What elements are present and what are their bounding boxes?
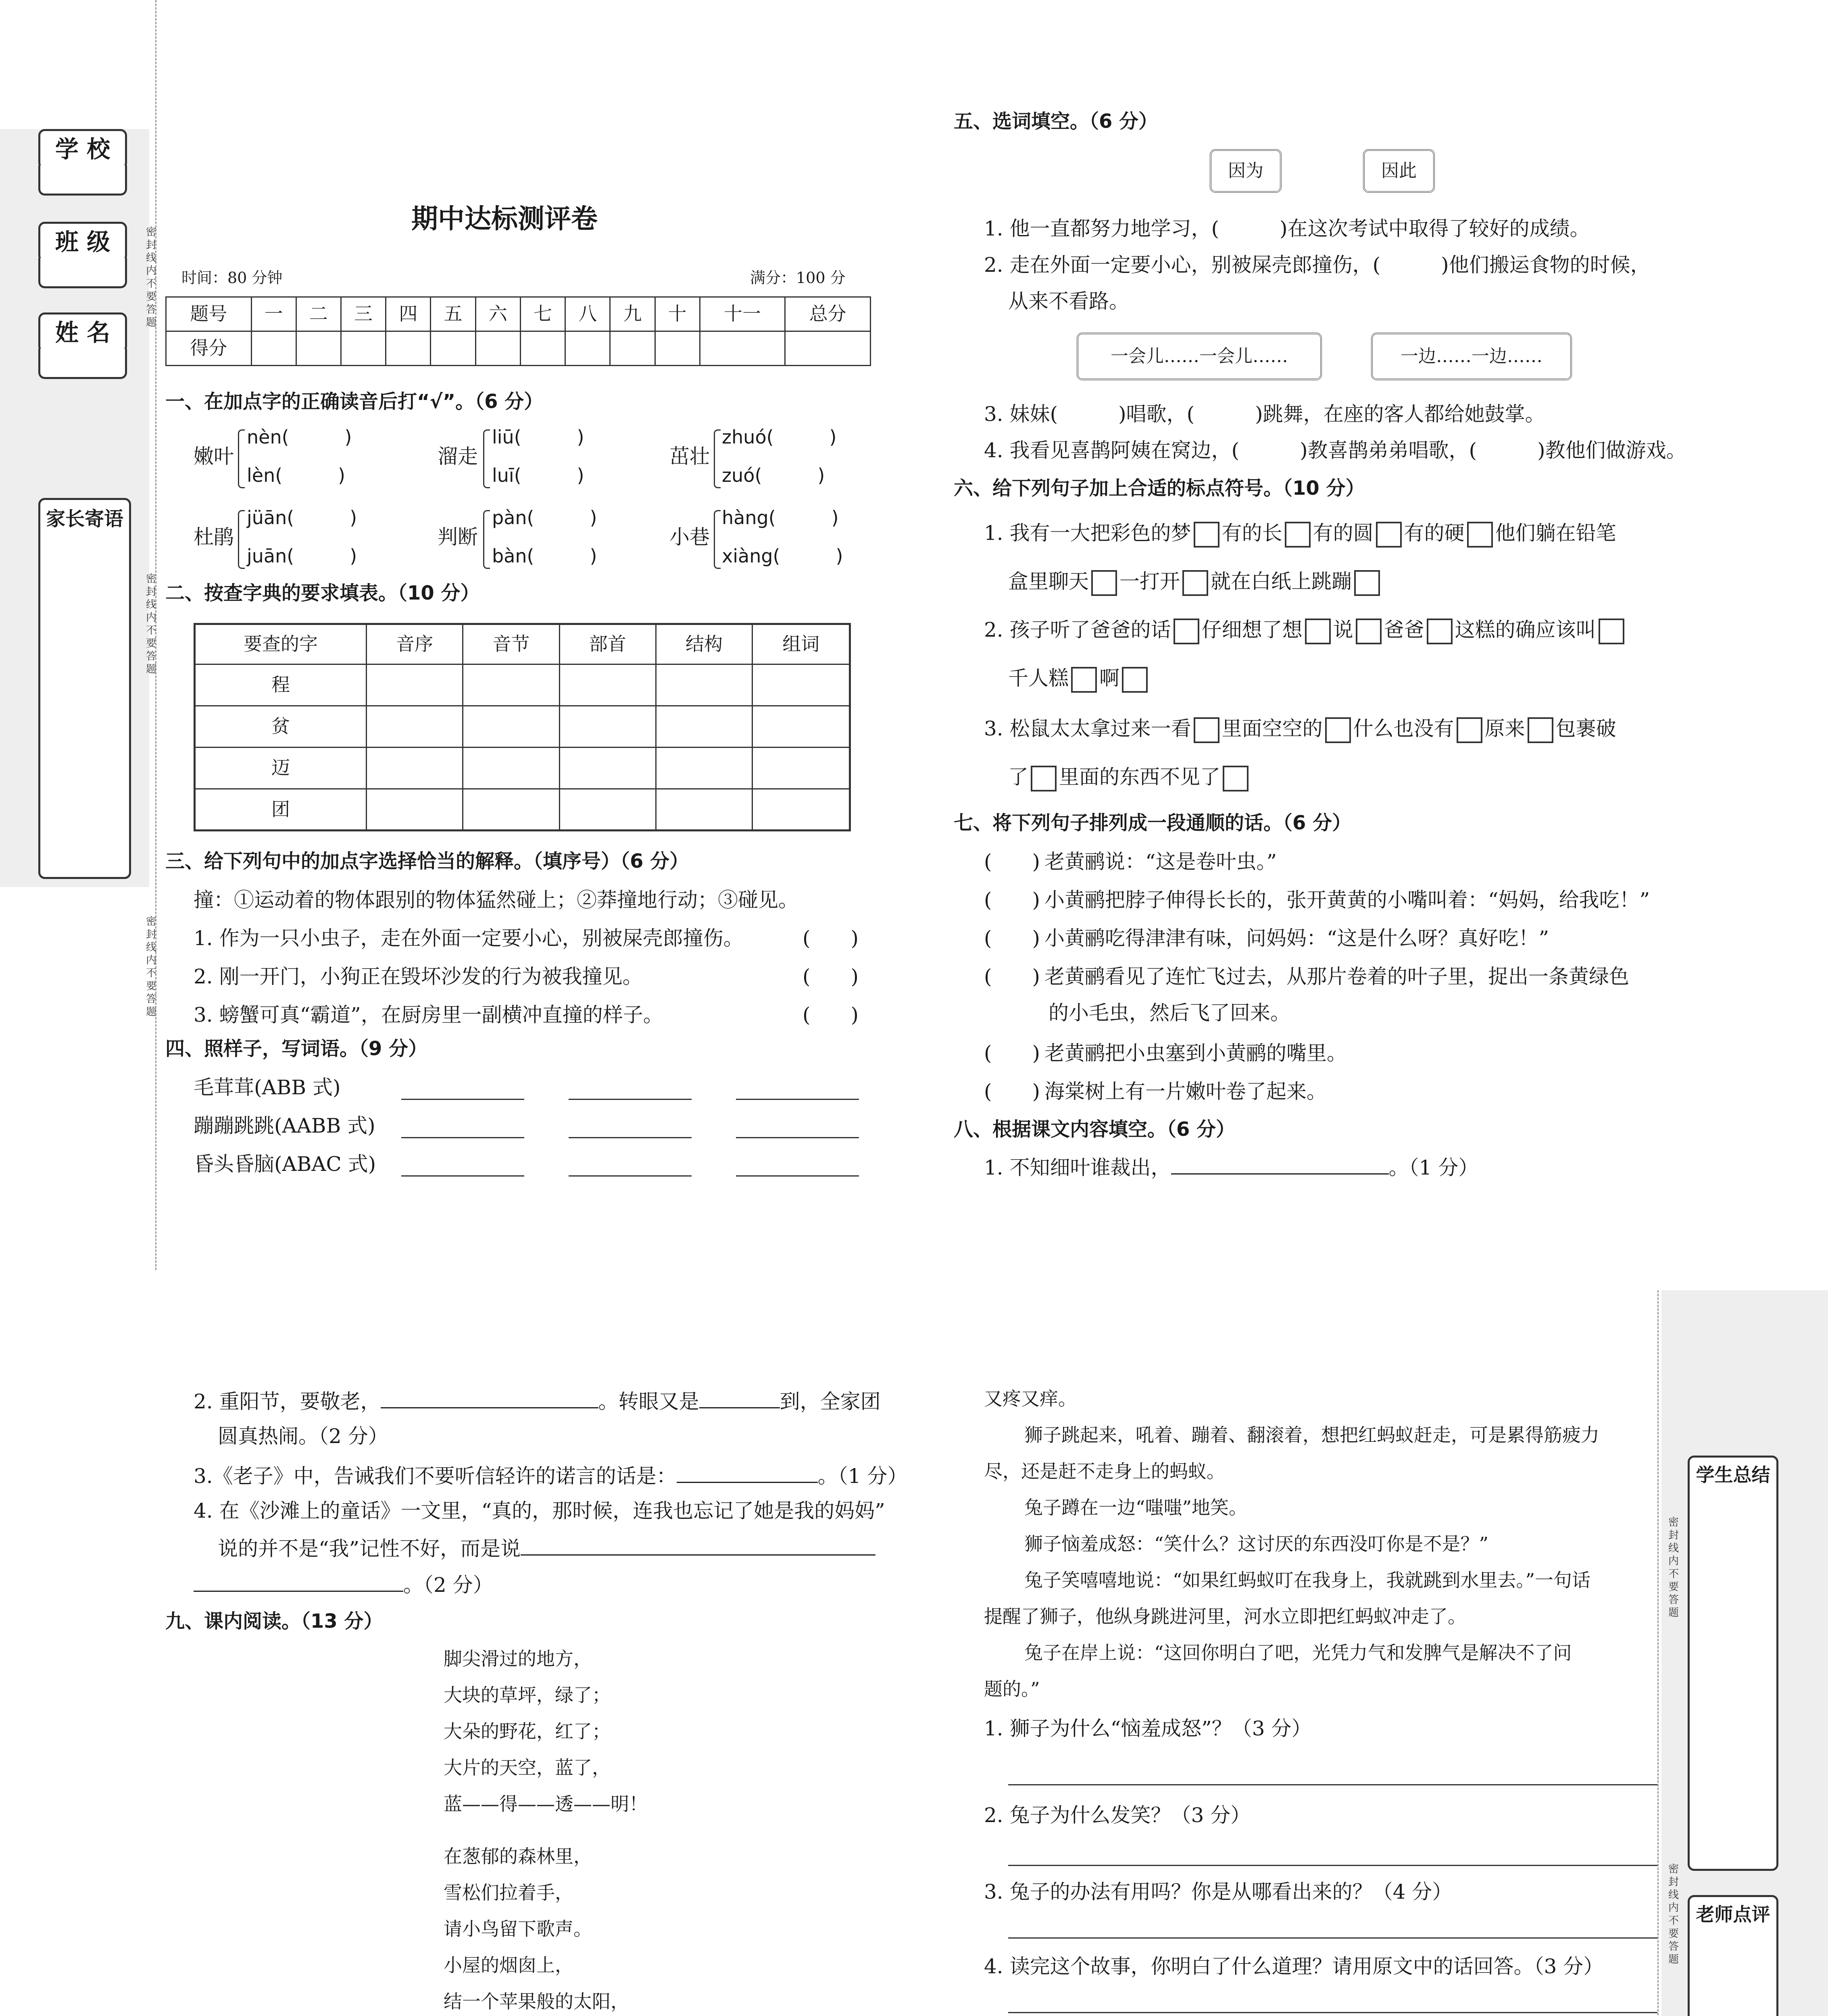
story-paragraph: 又疼又痒。	[984, 1388, 1077, 1410]
question-text: 2. 刚一开门，小狗正在毁坏沙发的行为被我撞见。	[194, 965, 643, 988]
word-pattern: 蹦蹦跳跳(AABB 式)	[194, 1114, 375, 1137]
section-1-heading: 一、在加点字的正确读音后打“√”。（6 分）	[165, 390, 544, 413]
score-head: 八	[565, 297, 610, 331]
order-item: 老黄鹂看见了连忙飞过去，从那片卷着的叶子里，捉出一条黄绿色	[1044, 965, 1629, 988]
answer-blank[interactable]	[381, 1387, 598, 1408]
answer-paren[interactable]: ( )	[802, 1003, 859, 1027]
fill-question: 说的并不是“我”记性不好，而是说	[218, 1534, 875, 1562]
punct-box[interactable]	[1305, 619, 1331, 644]
seal-text: 密 封 线 内 不 要 答 题	[1668, 1863, 1679, 1966]
story-paragraph: 狮子恼羞成怒：“笑什么？这讨厌的东西没叮你是不是？”	[1024, 1533, 1489, 1555]
story-paragraph: 狮子跳起来，吼着、蹦着、翻滚着，想把红蚂蚁赶走，可是累得筋疲力	[1024, 1424, 1599, 1446]
teacher-comment-box[interactable]	[1688, 1895, 1778, 2016]
answer-line[interactable]	[736, 1099, 859, 1100]
punct-box[interactable]	[1223, 766, 1249, 791]
word-pattern: 毛茸茸(ABB 式)	[194, 1076, 341, 1099]
parent-message-label: 家长寄语	[46, 508, 123, 530]
question-text: 2. 走在外面一定要小心，别被屎壳郎撞伤，( )他们搬运食物的时候，	[984, 253, 1651, 277]
poem-line: 大片的天空，蓝了，	[444, 1757, 611, 1779]
teacher-comment-label: 老师点评	[1696, 1904, 1770, 1925]
punct-box[interactable]	[1122, 667, 1148, 693]
punct-box[interactable]	[1599, 619, 1624, 644]
punct-box[interactable]	[1325, 717, 1351, 743]
pinyin-word: 杜鹃	[194, 525, 234, 549]
answer-blank[interactable]	[699, 1387, 780, 1408]
dict-cell[interactable]	[656, 748, 752, 789]
punct-line: 3. 松鼠太太拿过来一看 里面空空的 什么也没有 原来 包裹破	[984, 716, 1616, 743]
word-option: 一边……一边……	[1371, 333, 1572, 380]
name-label: 姓 名	[38, 312, 127, 353]
punct-line: 千人糕 啊	[1008, 665, 1150, 693]
poem-line: 大块的草坪，绿了；	[444, 1684, 611, 1706]
score-head: 四	[386, 297, 431, 331]
fill-question: 3.《老子》中，告诫我们不要听信轻许的诺言的话是： 。（1 分）	[194, 1462, 907, 1489]
dict-char: 团	[195, 789, 367, 831]
word-option: 因此	[1363, 149, 1435, 193]
punct-line: 1. 我有一大把彩色的梦 有的长 有的圆 有的硬 他们躺在铅笔	[984, 520, 1616, 548]
section-4-heading: 四、照样子，写词语。（9 分）	[165, 1037, 428, 1060]
punct-box[interactable]	[1354, 570, 1380, 596]
word-option: 一会儿……一会儿……	[1077, 333, 1322, 380]
dict-cell[interactable]	[752, 664, 850, 706]
answer-blank[interactable]	[1171, 1153, 1389, 1175]
pinyin-option[interactable]: zuó( )	[722, 464, 825, 486]
punct-box[interactable]	[1467, 522, 1493, 548]
seal-text: 密 封 线 内 不 要 答 题	[146, 226, 156, 329]
answer-blank[interactable]	[194, 1570, 403, 1592]
brace	[483, 510, 490, 569]
pinyin-option[interactable]: hàng( )	[722, 507, 839, 529]
question-text: 1. 作为一只小虫子，走在外面一定要小心，别被屎壳郎撞伤。	[194, 927, 744, 950]
word-pattern: 昏头昏脑(ABAC 式)	[194, 1152, 376, 1176]
question-text: 2. 兔子为什么发笑？（3 分）	[984, 1804, 1251, 1827]
section-8-heading: 八、根据课文内容填空。（6 分）	[954, 1118, 1236, 1141]
school-label: 学 校	[38, 129, 127, 169]
section-5-heading: 五、选词填空。（6 分）	[954, 110, 1158, 133]
full-score: 满分：100 分	[750, 269, 846, 287]
score-cell[interactable]	[785, 331, 871, 366]
score-row-label: 得分	[166, 331, 252, 366]
answer-line[interactable]	[1008, 1865, 1657, 1866]
punct-line: 2. 孩子听了爸爸的话 仔细想了想 说 爸爸 这糕的确应该叫	[984, 617, 1627, 644]
brace	[238, 510, 245, 569]
fill-question: 4. 在《沙滩上的童话》一文里，“真的，那时候，连我也忘记了她是我的妈妈”	[194, 1499, 885, 1522]
score-head: 九	[610, 297, 655, 331]
score-head: 总分	[785, 297, 871, 331]
pinyin-option[interactable]: zhuó( )	[722, 426, 837, 448]
question-text: 3. 螃蟹可真“霸道”，在厨房里一副横冲直撞的样子。	[194, 1003, 663, 1027]
poem-line: 大朵的野花，红了；	[444, 1720, 611, 1742]
pinyin-option[interactable]: lèn( )	[247, 464, 346, 486]
class-label: 班 级	[38, 222, 127, 262]
dict-cell[interactable]	[752, 789, 850, 831]
punct-box[interactable]	[1285, 522, 1311, 548]
parent-message-box[interactable]	[38, 498, 131, 879]
binding-line	[155, 0, 156, 1270]
pinyin-option[interactable]: pàn( )	[492, 507, 597, 529]
score-cell[interactable]	[610, 331, 655, 366]
order-paren[interactable]: ( )	[984, 850, 1040, 873]
dictionary-table	[194, 623, 851, 831]
dict-char: 贫	[195, 706, 367, 748]
score-cell[interactable]	[386, 331, 431, 366]
dict-cell[interactable]	[559, 789, 656, 831]
definition: 撞：①运动着的物体跟别的物体猛然碰上；②莽撞地行动；③碰见。	[194, 888, 798, 912]
answer-paren[interactable]: ( )	[802, 927, 859, 950]
class-field[interactable]	[38, 258, 127, 288]
score-head: 题号	[166, 297, 252, 331]
story-paragraph: 提醒了狮子，他纵身跳进河里，河水立即把红蚂蚁冲走了。	[984, 1606, 1466, 1627]
dict-head: 音节	[463, 624, 559, 664]
score-cell[interactable]	[520, 331, 565, 366]
score-cell[interactable]	[296, 331, 341, 366]
dict-cell[interactable]	[656, 789, 752, 831]
punct-box[interactable]	[1457, 717, 1482, 743]
dict-cell[interactable]	[367, 706, 463, 748]
story-paragraph: 兔子蹲在一边“嗤嗤”地笑。	[1024, 1497, 1248, 1518]
order-item: 老黄鹂说：“这是卷叶虫。”	[1044, 850, 1277, 873]
section-9-heading: 九、课内阅读。（13 分）	[165, 1610, 383, 1633]
word-option: 因为	[1210, 149, 1282, 193]
fill-question: 。（2 分）	[194, 1570, 493, 1598]
score-cell[interactable]	[431, 331, 475, 366]
pinyin-option[interactable]: luī( )	[492, 464, 584, 486]
story-paragraph: 兔子笑嘻嘻地说：“如果红蚂蚁叮在我身上，我就跳到水里去。”一句话	[1024, 1569, 1591, 1591]
fill-question: 2. 重阳节，要敬老， 。转眼又是 到，全家团	[194, 1387, 881, 1415]
question-text: 4. 读完这个故事，你明白了什么道理？请用原文中的话回答。（3 分）	[984, 1955, 1604, 1978]
poem-line: 蓝——得——透——明！	[444, 1793, 648, 1815]
order-item-cont: 的小毛虫，然后飞了回来。	[1048, 1001, 1290, 1025]
dict-char: 迈	[195, 748, 367, 789]
answer-line[interactable]	[1008, 1937, 1657, 1939]
dict-cell[interactable]	[367, 748, 463, 789]
poem-line: 脚尖滑过的地方，	[444, 1648, 592, 1670]
order-paren[interactable]: ( )	[984, 1080, 1040, 1103]
punct-box[interactable]	[1182, 570, 1208, 596]
dict-cell[interactable]	[463, 664, 559, 706]
punct-box[interactable]	[1194, 717, 1219, 743]
pinyin-option[interactable]: xiàng( )	[722, 545, 843, 567]
score-head: 一	[251, 297, 296, 331]
score-cell[interactable]	[341, 331, 386, 366]
poem-line: 结一个苹果般的太阳，	[444, 1991, 629, 2012]
pinyin-option[interactable]: juān( )	[247, 545, 357, 567]
dict-cell[interactable]	[752, 706, 850, 748]
story-paragraph: 尽，还是赶不走身上的蚂蚁。	[984, 1460, 1225, 1482]
dict-head: 音序	[367, 624, 463, 664]
order-item: 小黄鹂把脖子伸得长长的，张开黄黄的小嘴叫着：“妈妈，给我吃！”	[1044, 888, 1650, 912]
binding-line	[1657, 1290, 1659, 2016]
dict-cell[interactable]	[463, 706, 559, 748]
score-head: 二	[296, 297, 341, 331]
dict-cell[interactable]	[656, 664, 752, 706]
dict-head: 结构	[656, 624, 752, 664]
punct-box[interactable]	[1071, 667, 1097, 693]
section-3-heading: 三、给下列句中的加点字选择恰当的解释。（填序号）（6 分）	[165, 850, 689, 873]
punct-box[interactable]	[1376, 522, 1402, 548]
question-text: 从来不看路。	[1008, 289, 1129, 313]
answer-line[interactable]	[401, 1175, 524, 1177]
order-paren[interactable]: ( )	[984, 888, 1040, 912]
punct-box[interactable]	[1427, 619, 1453, 644]
order-item: 小黄鹂吃得津津有味，问妈妈：“这是什么呀？真好吃！”	[1044, 927, 1549, 950]
punct-box[interactable]	[1174, 619, 1199, 644]
pinyin-word: 溜走	[438, 445, 478, 468]
fill-question: 1. 不知细叶谁裁出， 。（1 分）	[984, 1153, 1478, 1181]
page-title: 期中达标测评卷	[411, 203, 598, 234]
section-6-heading: 六、给下列句子加上合适的标点符号。（10 分）	[954, 477, 1365, 500]
dict-head: 组词	[752, 624, 850, 664]
punct-line: 了 里面的东西不见了	[1008, 764, 1251, 791]
dict-head: 要查的字	[195, 624, 367, 664]
answer-line[interactable]	[736, 1137, 859, 1138]
punct-box[interactable]	[1091, 570, 1117, 596]
school-field[interactable]	[38, 165, 127, 196]
pinyin-option[interactable]: liū( )	[492, 426, 584, 448]
order-paren[interactable]: ( )	[984, 927, 1040, 950]
question-text: 1. 狮子为什么“恼羞成怒”？（3 分）	[984, 1717, 1312, 1740]
dict-cell[interactable]	[559, 706, 656, 748]
poem-line: 请小鸟留下歌声。	[444, 1918, 592, 1940]
section-7-heading: 七、将下列句子排列成一段通顺的话。（6 分）	[954, 812, 1352, 834]
seal-text: 密 封 线 内 不 要 答 题	[146, 573, 156, 675]
score-cell[interactable]	[655, 331, 700, 366]
dict-cell[interactable]	[367, 664, 463, 706]
score-head: 五	[431, 297, 475, 331]
answer-blank[interactable]	[521, 1534, 875, 1556]
pinyin-word: 判断	[438, 525, 478, 549]
question-text: 4. 我看见喜鹊阿姨在窝边，( )教喜鹊弟弟唱歌，( )教他们做游戏。	[984, 439, 1686, 462]
score-cell[interactable]	[475, 331, 520, 366]
student-summary-box[interactable]	[1688, 1456, 1778, 1871]
brace	[238, 429, 245, 488]
score-head: 十	[655, 297, 700, 331]
pinyin-option[interactable]: bàn( )	[492, 545, 597, 567]
pinyin-word: 嫩叶	[194, 445, 234, 468]
story-paragraph: 兔子在岸上说：“这回你明白了吧，光凭力气和发脾气是解决不了问	[1024, 1642, 1572, 1664]
brace	[483, 429, 490, 488]
story-paragraph: 题的。”	[984, 1678, 1040, 1700]
question-text: 3. 兔子的办法有用吗？你是从哪看出来的？（4 分）	[984, 1880, 1453, 1904]
poem-line: 小屋的烟囱上，	[444, 1954, 573, 1976]
dict-cell[interactable]	[463, 789, 559, 831]
punct-box[interactable]	[1031, 766, 1057, 791]
score-cell[interactable]	[565, 331, 610, 366]
score-head: 七	[520, 297, 565, 331]
pinyin-option[interactable]: nèn( )	[247, 426, 352, 448]
answer-line[interactable]	[1008, 2012, 1657, 2013]
pinyin-word: 茁壮	[669, 445, 710, 468]
order-paren[interactable]: ( )	[984, 965, 1040, 988]
score-cell[interactable]	[700, 331, 785, 366]
order-paren[interactable]: ( )	[984, 1041, 1040, 1065]
brace	[714, 510, 721, 569]
dict-char: 程	[195, 664, 367, 706]
poem-line: 雪松们拉着手，	[444, 1882, 573, 1904]
dict-cell[interactable]	[559, 748, 656, 789]
question-text: 1. 他一直都努力地学习，( )在这次考试中取得了较好的成绩。	[984, 217, 1590, 240]
answer-line[interactable]	[1008, 1784, 1657, 1785]
answer-paren[interactable]: ( )	[802, 965, 859, 988]
answer-line[interactable]	[569, 1137, 692, 1138]
dict-cell[interactable]	[656, 706, 752, 748]
answer-line[interactable]	[569, 1175, 692, 1177]
score-head: 十一	[700, 297, 785, 331]
dict-head: 部首	[559, 624, 656, 664]
exam-time: 时间：80 分钟	[181, 269, 283, 287]
punct-line: 盒里聊天 一打开 就在白纸上跳蹦	[1008, 569, 1382, 596]
fill-question: 圆真热闹。（2 分）	[218, 1425, 388, 1448]
punct-box[interactable]	[1528, 717, 1553, 743]
punct-box[interactable]	[1356, 619, 1382, 644]
dict-cell[interactable]	[752, 748, 850, 789]
answer-line[interactable]	[401, 1137, 524, 1138]
pinyin-option[interactable]: jüān( )	[247, 507, 357, 529]
dict-cell[interactable]	[463, 748, 559, 789]
student-summary-label: 学生总结	[1696, 1464, 1770, 1486]
brace	[714, 429, 721, 488]
answer-line[interactable]	[401, 1099, 524, 1100]
section-2-heading: 二、按查字典的要求填表。（10 分）	[165, 582, 480, 604]
answer-line[interactable]	[569, 1099, 692, 1100]
poem-line: 在葱郁的森林里，	[444, 1845, 592, 1867]
name-field[interactable]	[38, 349, 127, 379]
punct-box[interactable]	[1194, 522, 1219, 548]
answer-line[interactable]	[736, 1175, 859, 1177]
score-head: 六	[475, 297, 520, 331]
score-table	[165, 296, 871, 366]
score-cell[interactable]	[251, 331, 296, 366]
answer-blank[interactable]	[677, 1462, 818, 1483]
pinyin-word: 小巷	[669, 525, 710, 549]
order-item: 老黄鹂把小虫塞到小黄鹂的嘴里。	[1044, 1041, 1347, 1065]
seal-text: 密 封 线 内 不 要 答 题	[146, 916, 156, 1018]
dict-cell[interactable]	[559, 664, 656, 706]
order-item: 海棠树上有一片嫩叶卷了起来。	[1044, 1080, 1327, 1103]
dict-cell[interactable]	[367, 789, 463, 831]
question-text: 3. 妹妹( )唱歌，( )跳舞，在座的客人都给她鼓掌。	[984, 402, 1545, 426]
seal-text: 密 封 线 内 不 要 答 题	[1668, 1516, 1679, 1619]
score-head: 三	[341, 297, 386, 331]
